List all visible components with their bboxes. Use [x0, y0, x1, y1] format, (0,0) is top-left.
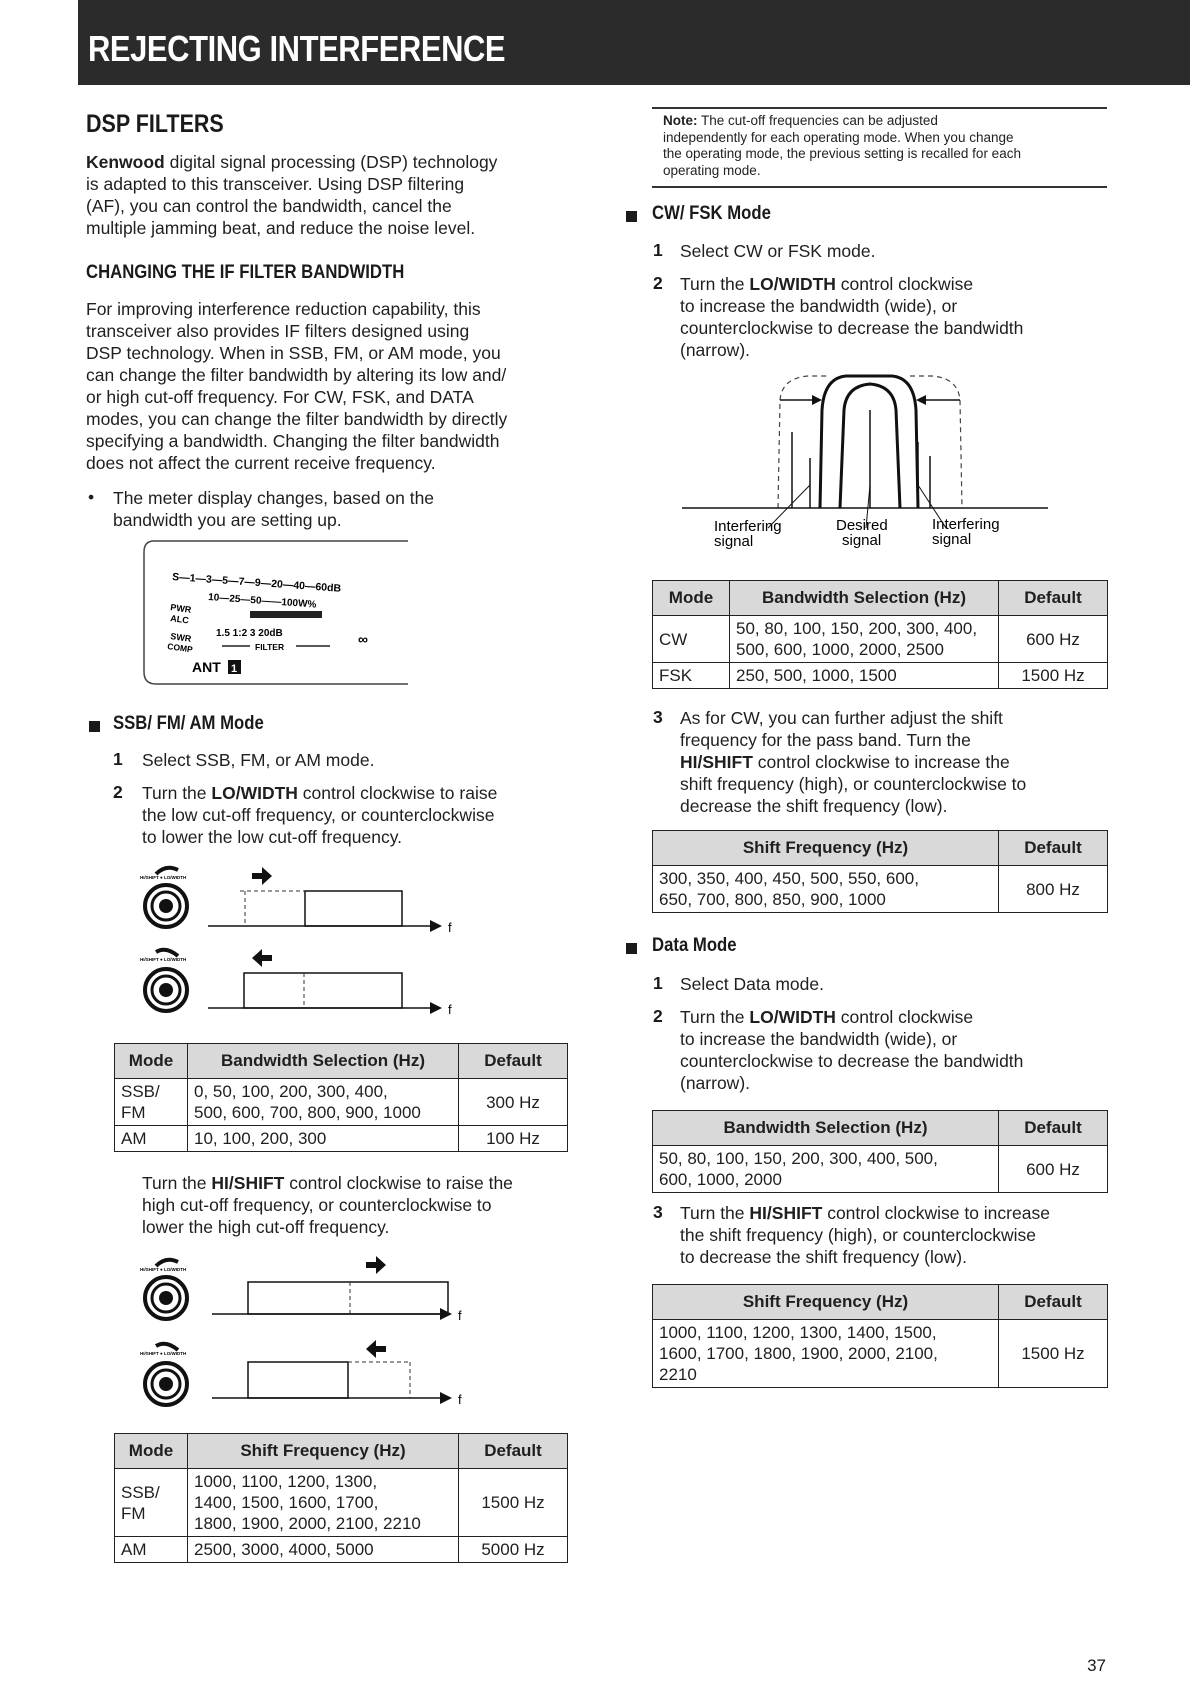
- value-line: 0, 50, 100, 200, 300, 400,: [194, 1082, 388, 1101]
- column-header: Default: [999, 831, 1108, 866]
- step-line: to increase the bandwidth (wide), or: [680, 1029, 958, 1049]
- desired-label: Desired: [836, 517, 888, 534]
- passband-box: [248, 1282, 448, 1314]
- text: control clockwise to raise: [302, 783, 498, 803]
- step-line: to lower the low cut-off frequency.: [142, 827, 403, 847]
- default-cell: 300 Hz: [459, 1079, 568, 1126]
- heading-bullet: [89, 721, 100, 732]
- data-step3-text: [680, 1202, 1120, 1268]
- control-name: HI/SHIFT: [680, 752, 753, 772]
- step-number: 2: [113, 782, 123, 802]
- axis-arrow: [430, 920, 442, 932]
- step-line: (narrow).: [680, 1073, 751, 1093]
- mode-cell: AM: [115, 1537, 188, 1563]
- bullet-line: The meter display changes, based on the: [113, 488, 435, 508]
- axis-label: f: [458, 1308, 462, 1323]
- heading-bullet: [626, 943, 637, 954]
- page-title: REJECTING INTERFERENCE: [88, 28, 506, 69]
- note-line: operating mode.: [663, 162, 761, 178]
- cw-step3-text: [680, 707, 1110, 817]
- column-header: Default: [999, 1285, 1108, 1320]
- note-top-rule: [652, 107, 1107, 109]
- step-line: frequency for the pass band. Turn the: [680, 730, 971, 750]
- ant-label: ANT: [192, 659, 221, 675]
- column-header: Shift Frequency (Hz): [653, 831, 999, 866]
- ssb-step1-text: Select SSB, FM, or AM mode.: [142, 750, 375, 770]
- value-line: 1000, 1100, 1200, 1300, 1400, 1500,: [659, 1323, 937, 1342]
- meter-display-illustration: [140, 540, 410, 686]
- values-cell: [653, 866, 999, 913]
- cw-step1-text: Select CW or FSK mode.: [680, 241, 876, 261]
- column-header: Default: [999, 581, 1108, 616]
- mode-cell: [115, 1469, 188, 1537]
- table-row: [115, 1469, 568, 1537]
- text: control clockwise to increase: [827, 1203, 1050, 1223]
- desired-label: signal: [842, 532, 882, 549]
- knob-label: HI/SHIFT ● LO/WIDTH: [140, 957, 187, 962]
- left-arrow-icon: [366, 1340, 386, 1358]
- table-header-row: [115, 1434, 568, 1469]
- text: control clockwise: [840, 274, 974, 294]
- right-arrow-icon: [366, 1256, 386, 1274]
- mode-line: FM: [121, 1103, 146, 1122]
- bullet-dot: •: [88, 487, 95, 507]
- mode-cell: [115, 1079, 188, 1126]
- value-line: 50, 80, 100, 150, 200, 300, 400,: [736, 619, 978, 638]
- intro-line: is adapted to this transceiver. Using DSP filtering: [86, 174, 465, 194]
- narrow-filter-curve: [820, 376, 918, 508]
- step-line: to decrease the shift frequency (low).: [680, 1247, 967, 1267]
- step-number: 3: [653, 1202, 663, 1222]
- data-step1-text: Select Data mode.: [680, 974, 824, 994]
- knob-rotate-arrow: [156, 868, 178, 874]
- knob-icon: [140, 868, 187, 927]
- step-line: the low cut-off frequency, or counterclockwise: [142, 805, 495, 825]
- para-line: modes, you can change the filter bandwidth by directly: [86, 409, 508, 429]
- mode-cell: AM: [115, 1126, 188, 1152]
- hishift-paragraph: [142, 1172, 602, 1238]
- para-line: can change the filter bandwidth by altering its low and/: [86, 365, 507, 385]
- narrow-arrow: [812, 395, 822, 405]
- axis-arrow: [440, 1392, 452, 1404]
- note-text: The cut-off frequencies can be adjusted: [701, 113, 938, 128]
- note-line: the operating mode, the previous setting is recalled for each: [663, 146, 1021, 161]
- values-cell: 2500, 3000, 4000, 5000: [188, 1537, 459, 1563]
- values-cell: [188, 1079, 459, 1126]
- data-mode-heading: Data Mode: [652, 935, 737, 956]
- text: control clockwise to raise the: [289, 1173, 513, 1193]
- para-line: DSP technology. When in SSB, FM, or AM mode, you: [86, 343, 501, 363]
- step-line: to increase the bandwidth (wide), or: [680, 296, 958, 316]
- column-header: Shift Frequency (Hz): [188, 1434, 459, 1469]
- column-header: Default: [459, 1044, 568, 1079]
- data-step2-text: [680, 1006, 1110, 1094]
- para-line: transceiver also provides IF filters designed using: [86, 321, 470, 341]
- cw-bandwidth-table: [652, 580, 1108, 689]
- value-line: 650, 700, 800, 850, 900, 1000: [659, 890, 886, 909]
- note-line: independently for each operating mode. When you change: [663, 129, 1014, 145]
- s-scale: S—1—3—5—7—9—20—40—60dB: [171, 571, 342, 595]
- default-cell: 5000 Hz: [459, 1537, 568, 1563]
- intro-line: multiple jamming beat, and reduce the noise level.: [86, 218, 476, 238]
- table-header-row: [653, 1285, 1108, 1320]
- table-header-row: [653, 581, 1108, 616]
- ssb-bandwidth-table: [114, 1043, 568, 1152]
- step-line: As for CW, you can further adjust the shift: [680, 708, 1003, 728]
- knob-label: HI/SHIFT ● LO/WIDTH: [140, 875, 187, 880]
- default-cell: 600 Hz: [999, 1146, 1108, 1193]
- column-header: Bandwidth Selection (Hz): [653, 1111, 999, 1146]
- knob-label: HI/SHIFT ● LO/WIDTH: [140, 1351, 187, 1356]
- ssb-step2-text: [142, 782, 602, 848]
- bullet-text: [113, 487, 593, 531]
- mode-line: SSB/: [121, 1482, 160, 1502]
- cw-step2-text: [680, 273, 1110, 361]
- default-cell: 600 Hz: [999, 616, 1108, 663]
- text: control clockwise to increase the: [757, 752, 1010, 772]
- column-header: Mode: [653, 581, 730, 616]
- passband-box: [248, 1362, 348, 1398]
- default-cell: 1500 Hz: [999, 663, 1108, 689]
- table-header-row: [115, 1044, 568, 1079]
- cw-fsk-heading: CW/ FSK Mode: [652, 203, 771, 224]
- step-number: 1: [653, 240, 663, 260]
- data-bandwidth-table: [652, 1110, 1108, 1193]
- step-line: shift frequency (high), or counterclockwise to: [680, 774, 1027, 794]
- heading-bullet: [626, 211, 637, 222]
- passband-box: [244, 973, 402, 1008]
- step-line: decrease the shift frequency (low).: [680, 796, 948, 816]
- table-row: [653, 866, 1108, 913]
- left-arrow-icon: [252, 949, 272, 967]
- control-name: LO/WIDTH: [749, 1007, 836, 1027]
- intro-paragraph: [86, 151, 586, 239]
- value-line: 600, 1000, 2000: [659, 1170, 782, 1189]
- knob-rotate-arrow: [156, 1260, 178, 1266]
- control-name: HI/SHIFT: [749, 1203, 823, 1223]
- cw-filter-diagram: [670, 370, 1060, 560]
- knob-icon: [140, 1344, 187, 1405]
- knob-icon: [140, 950, 187, 1011]
- default-cell: 1500 Hz: [999, 1320, 1108, 1388]
- column-header: Bandwidth Selection (Hz): [730, 581, 999, 616]
- narrow-arrow: [916, 395, 926, 405]
- value-line: 500, 600, 700, 800, 900, 1000: [194, 1103, 421, 1122]
- control-name: HI/SHIFT: [211, 1173, 285, 1193]
- interfering-label: signal: [932, 531, 972, 548]
- bullet-line: bandwidth you are setting up.: [113, 510, 342, 530]
- step-line: the shift frequency (high), or counterclockwise: [680, 1225, 1036, 1245]
- value-line: 1000, 1100, 1200, 1300,: [194, 1472, 378, 1491]
- axis-label: f: [458, 1392, 462, 1407]
- table-row: [653, 1146, 1108, 1193]
- table-row: [115, 1126, 568, 1152]
- column-header: Mode: [115, 1044, 188, 1079]
- table-row: [115, 1079, 568, 1126]
- text: Turn the: [680, 1007, 745, 1027]
- step-line: counterclockwise to decrease the bandwidth: [680, 1051, 1024, 1071]
- value-line: 1600, 1700, 1800, 1900, 2000, 2100,: [659, 1344, 938, 1363]
- step-number: 1: [113, 749, 123, 769]
- interfering-label: Interfering: [714, 518, 782, 535]
- filter-label: FILTER: [255, 642, 285, 652]
- interfering-label: signal: [714, 533, 754, 550]
- passband-box: [305, 891, 402, 926]
- values-cell: [653, 1320, 999, 1388]
- mode-line: FM: [121, 1503, 146, 1523]
- step-line: (narrow).: [680, 340, 751, 360]
- table-header-row: [653, 831, 1108, 866]
- step-line: counterclockwise to decrease the bandwidth: [680, 318, 1024, 338]
- value-line: 300, 350, 400, 450, 500, 550, 600,: [659, 869, 919, 888]
- column-header: Shift Frequency (Hz): [653, 1285, 999, 1320]
- value-line: 2210: [659, 1365, 697, 1384]
- note-label: Note:: [663, 113, 698, 128]
- ant-number: 1: [231, 663, 238, 675]
- table-header-row: [653, 1111, 1108, 1146]
- step-number: 2: [653, 273, 663, 293]
- knob-rotate-arrow: [156, 950, 178, 956]
- values-cell: [730, 616, 999, 663]
- text: control clockwise: [840, 1007, 974, 1027]
- table-row: [115, 1537, 568, 1563]
- text: Turn the: [142, 1173, 207, 1193]
- right-arrow-icon: [252, 867, 272, 885]
- para-line: does not affect the current receive frequency.: [86, 453, 436, 473]
- hi-shift-diagram: [130, 1248, 470, 1414]
- control-name: LO/WIDTH: [211, 783, 298, 803]
- infinity-symbol: ∞: [358, 631, 368, 647]
- column-header: Default: [999, 1111, 1108, 1146]
- default-cell: 800 Hz: [999, 866, 1108, 913]
- column-header: Bandwidth Selection (Hz): [188, 1044, 459, 1079]
- text: Turn the: [142, 783, 207, 803]
- swr-label: SWR: [169, 631, 192, 644]
- default-cell: 100 Hz: [459, 1126, 568, 1152]
- intro-text: digital signal processing (DSP) technology: [169, 152, 498, 172]
- interfering-label: Interfering: [932, 516, 1000, 533]
- step-number: 2: [653, 1006, 663, 1026]
- swr-scale: 1.5 1:2 3 20dB: [216, 628, 283, 639]
- axis-arrow: [430, 1002, 442, 1014]
- knob-rotate-arrow: [156, 1344, 178, 1350]
- table-row: [653, 1320, 1108, 1388]
- comp-label: COMP: [166, 641, 194, 655]
- para-line: specifying a bandwidth. Changing the filter bandwidth: [86, 431, 500, 451]
- step-number: 1: [653, 973, 663, 993]
- table-row: [653, 663, 1108, 689]
- cw-shift-table: [652, 830, 1108, 913]
- default-cell: 1500 Hz: [459, 1469, 568, 1537]
- mode-cell: FSK: [653, 663, 730, 689]
- table-row: [653, 616, 1108, 663]
- page-number: 37: [1087, 1656, 1106, 1675]
- mode-cell: CW: [653, 616, 730, 663]
- pwr-label: PWR: [169, 602, 192, 615]
- page-header: [78, 0, 1190, 85]
- control-name: LO/WIDTH: [749, 274, 836, 294]
- note-bottom-rule: [652, 186, 1107, 188]
- lo-width-diagram: [130, 856, 470, 1016]
- axis-label: f: [448, 1002, 452, 1016]
- para-line: lower the high cut-off frequency.: [142, 1217, 390, 1237]
- value-line: 500, 600, 1000, 2000, 2500: [736, 640, 944, 659]
- step-number: 3: [653, 707, 663, 727]
- alc-label: ALC: [169, 613, 190, 626]
- section-title: DSP FILTERS: [86, 110, 224, 138]
- para-line: or high cut-off frequency. For CW, FSK, and DATA: [86, 387, 474, 407]
- para-line: For improving interference reduction capability, this: [86, 299, 481, 319]
- values-cell: [188, 1469, 459, 1537]
- subsection-title: CHANGING THE IF FILTER BANDWIDTH: [86, 262, 405, 283]
- ssb-shift-table: [114, 1433, 568, 1563]
- values-cell: [653, 1146, 999, 1193]
- if-filter-paragraph: [86, 298, 596, 474]
- knob-icon: [140, 1260, 187, 1319]
- mode-line: SSB/: [121, 1082, 160, 1101]
- note-box: [663, 113, 1103, 179]
- para-line: high cut-off frequency, or counterclockwise to: [142, 1195, 492, 1215]
- knob-label: HI/SHIFT ● LO/WIDTH: [140, 1267, 187, 1272]
- meter-bar: [250, 611, 322, 618]
- data-shift-table: [652, 1284, 1108, 1388]
- text: Turn the: [680, 274, 745, 294]
- value-line: 50, 80, 100, 150, 200, 300, 400, 500,: [659, 1149, 938, 1168]
- intro-line: (AF), you can control the bandwidth, cancel the: [86, 196, 452, 216]
- column-header: Default: [459, 1434, 568, 1469]
- values-cell: 250, 500, 1000, 1500: [730, 663, 999, 689]
- value-line: 1800, 1900, 2000, 2100, 2210: [194, 1514, 421, 1533]
- brand-name: Kenwood: [86, 152, 165, 172]
- value-line: 1400, 1500, 1600, 1700,: [194, 1493, 379, 1512]
- ssb-mode-heading: SSB/ FM/ AM Mode: [113, 713, 264, 734]
- axis-label: f: [448, 920, 452, 935]
- pwr-scale: 10—25—50——100W%: [207, 592, 317, 611]
- axis-arrow: [440, 1308, 452, 1320]
- values-cell: 10, 100, 200, 300: [188, 1126, 459, 1152]
- text: Turn the: [680, 1203, 745, 1223]
- column-header: Mode: [115, 1434, 188, 1469]
